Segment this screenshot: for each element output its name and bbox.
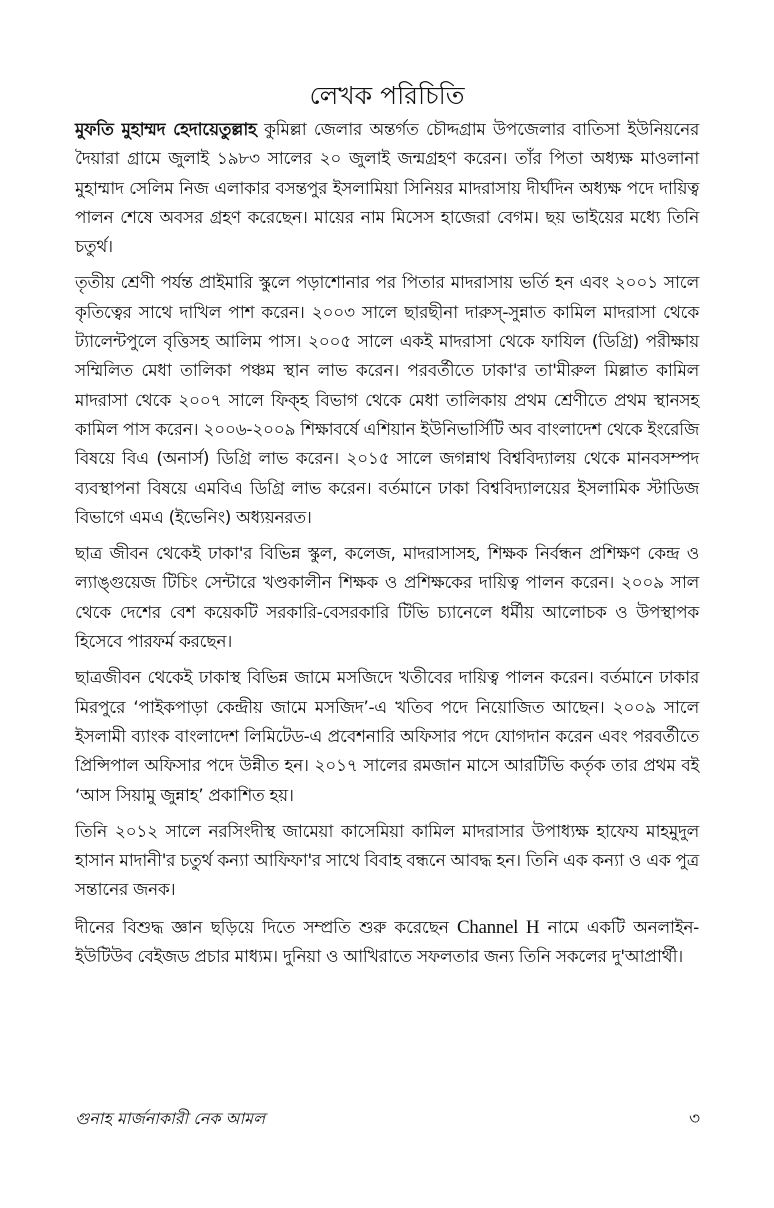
page-title: লেখক পরিচিতি (309, 81, 465, 110)
paragraph-channel-text-after: নামে একটি অনলাইন-ইউটিউব বেইজড প্রচার মাধ্যম। দুনিয়া ও আখিরাতে সফলতার জন্য তিনি সকলের দু'আপ্রার্থী। (75, 917, 699, 968)
paragraph-intro-text: কুমিল্লা জেলার অন্তর্গত চৌদ্দগ্রাম উপজেলার বাতিসা ইউনিয়নের দৈয়ারা গ্রামে জুলাই ১৯৮৩ সালের ২০ জুলাই জন্মগ্রহণ করেন। তাঁর পিতা অধ্যক্ষ মাওলানা মুহাম্মাদ সেলিম নিজ এলাকার বসন্তপুর ইসলামিয়া সিনিয়র মাদরাসায় দীর্ঘদিন অধ্যক্ষ পদে দায়িত্ব পালন শেষে অবসর গ্রহণ করেছেন। মায়ের নাম মিসেস হাজেরা বেগম। ছয় ভাইয়ের মধ্যে তিনি চতুর্থ। (75, 120, 699, 258)
page-number: ৩ (688, 1109, 700, 1129)
paragraph-channel (75, 913, 699, 973)
paragraph-education: তৃতীয় শ্রেণী পর্যন্ত প্রাইমারি স্কুলে পড়াশোনার পর পিতার মাদরাসায় ভর্তি হন এবং ২০০১ সালে কৃতিত্বের সাথে দাখিল পাশ করেন। ২০০৩ সালে ছারছীনা দারুস্-সুন্নাত কামিল মাদরাসা থেকে ট্যালেন্টপুলে বৃত্তিসহ আলিম পাস। ২০০৫ সালে একই মাদরাসা থেকে ফাযিল (ডিগ্রি) পরীক্ষায় সম্মিলিত মেধা তালিকা পঞ্চম স্থান লাভ করেন। পরবর্তীতে ঢাকা'র তা'মীরুল মিল্লাত কামিল মাদরাসা থেকে ২০০৭ সালে ফিক্হ বিভাগ থেকে মেধা তালিকায় প্রথম শ্রেণীতে প্রথম স্থানসহ কামিল পাস করেন। ২০০৬-২০০৯ শিক্ষাবর্ষে এশিয়ান ইউনিভার্সিটি অব বাংলাদেশ থেকে ইংরেজি বিষয়ে বিএ (অনার্স) ডিগ্রি লাভ করেন। ২০১৫ সালে জগন্নাথ বিশ্ববিদ্যালয় থেকে মানবসম্পদ ব্যবস্থাপনা বিষয়ে এমবিএ ডিগ্রি লাভ করেন। বর্তমানে ঢাকা বিশ্ববিদ্যালয়ের ইসলামিক স্টাডিজ বিভাগে এমএ (ইভেনিং) অধ্যয়নরত। (75, 273, 699, 528)
paragraph-career: ছাত্রজীবন থেকেই ঢাকাস্থ বিভিন্ন জামে মসজিদে খতীবের দায়িত্ব পালন করেন। বর্তমানে ঢাকার মিরপুরে ‘পাইকপাড়া কেন্দ্রীয় জামে মসজিদ’-এ খতিব পদে নিয়োজিত আছেন। ২০০৯ সালে ইসলামী ব্যাংক বাংলাদেশ লিমিটেড-এ প্রবেশনারি অফিসার পদে যোগদান করেন এবং পরবর্তীতে প্রিন্সিপাল অফিসার পদে উন্নীত হন। ২০১৭ সালের রমজান মাসে আরটিভি কর্তৃক তার প্রথম বই ‘আস সিয়ামু জুন্নাহ’ প্রকাশিত হয়। (75, 668, 699, 806)
channel-name: Channel H (456, 916, 540, 938)
paragraph-channel-text-before: দীনের বিশুদ্ধ জ্ঞান ছড়িয়ে দিতে সম্প্রতি শুরু করেছেন (75, 917, 457, 938)
author-name: মুফতি মুহাম্মদ হেদায়েতুল্লাহ (75, 120, 257, 140)
running-footer-book-title: গুনাহ মার্জনাকারী নেক আমল (75, 1109, 265, 1128)
paragraph-intro (75, 116, 699, 262)
paragraph-teaching: ছাত্র জীবন থেকেই ঢাকা'র বিভিন্ন স্কুল, কলেজ, মাদরাসাসহ, শিক্ষক নির্বন্ধন প্রশিক্ষণ কেন্দ্র ও ল্যাঙ্গুয়েজ টিচিং সেন্টারে খণ্ডকালীন শিক্ষক ও প্রশিক্ষকের দায়িত্ব পালন করেন। ২০০৯ সাল থেকে দেশের বেশ কয়েকটি সরকারি-বেসরকারি টিভি চ্যানেলে ধর্মীয় আলোচক ও উপস্থাপক হিসেবে পারফর্ম করছেন। (75, 544, 699, 653)
author-bio (75, 116, 699, 979)
paragraph-family: তিনি ২০১২ সালে নরসিংদীস্থ জামেয়া কাসেমিয়া কামিল মাদরাসার উপাধ্যক্ষ হাফেয মাহমুদুল হাসান মাদানী'র চতুর্থ কন্যা আফিফা'র সাথে বিবাহ বন্ধনে আবদ্ধ হন। তিনি এক কন্যা ও এক পুত্র সন্তানের জনক। (75, 821, 699, 901)
